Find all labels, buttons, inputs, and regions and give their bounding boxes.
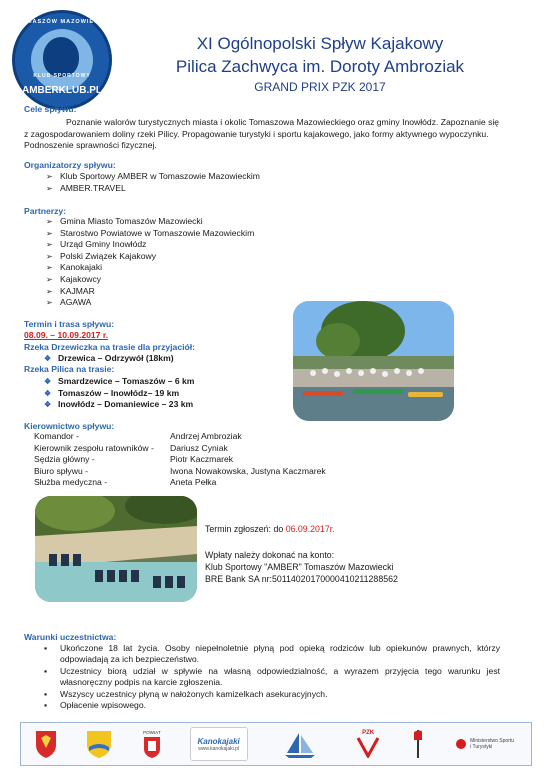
- list-item: ➢ AMBER.TRAVEL: [46, 182, 126, 193]
- staff-row: Komandor - Andrzej Ambroziak: [34, 431, 242, 441]
- drzewiczka-label: Rzeka Drzewiczka na trasie dla przyjaciół:: [24, 342, 195, 352]
- event-subtitle: Pilica Zachwyca im. Doroty Ambroziak: [175, 57, 465, 76]
- sailboat-logo: [272, 727, 328, 761]
- warunki-heading: Warunki uczestnictwa:: [24, 632, 117, 642]
- paddle-icon: [408, 727, 428, 761]
- list-item: ➢ Gmina Miasto Tomaszów Mazowiecki: [46, 216, 203, 226]
- route-item: ❖ Tomaszów – Inowłódz– 19 km: [44, 387, 180, 398]
- event-series: GRAND PRIX PZK 2017: [254, 80, 386, 94]
- powiat-logo: POWIAT: [139, 727, 165, 761]
- list-item: ▪ Ukończone 18 lat życia. Osoby niepełnoletnie płyną pod opieką rodziców lub opiekunów prawnych, którzy odpowiadają za ich bezpieczeństwo.: [44, 643, 500, 665]
- event-title: XI Ogólnopolski Spływ Kajakowy: [196, 34, 444, 53]
- square-bullet-icon: ▪: [44, 700, 48, 711]
- list-item: ➢ KAJMAR: [46, 285, 95, 296]
- arrow-bullet-icon: ➢: [46, 251, 53, 261]
- arrow-bullet-icon: ➢: [46, 274, 53, 284]
- list-item: ➢ Klub Sportowy AMBER w Tomaszowie Mazowieckim: [46, 171, 260, 181]
- registration-date: 06.09.2017r.: [285, 524, 335, 534]
- logo-upper-text: TOMASZÓW MAZOWIECKI: [17, 19, 107, 25]
- diamond-bullet-icon: ❖: [44, 377, 52, 386]
- square-bullet-icon: ▪: [44, 688, 48, 699]
- diamond-bullet-icon: ❖: [44, 354, 52, 363]
- arrow-bullet-icon: ➢: [46, 183, 53, 193]
- ministry-logo: Ministerstwo Sportu i Turystyki: [453, 727, 519, 761]
- organizatorzy-heading: Organizatorzy spływu:: [24, 160, 116, 170]
- list-item: ➢ Urząd Gminy Inowłódz: [46, 239, 147, 250]
- staff-table: [34, 431, 334, 489]
- logo-url-text: AMBERKLUB.PL: [22, 85, 102, 96]
- payment-info-label: Wpłaty należy dokonać na konto:: [205, 550, 335, 560]
- staff-row: Służba medyczna - Aneta Pełka: [34, 477, 217, 488]
- list-item: ➢ Starostwo Powiatowe w Tomaszowie Mazowieckim: [46, 227, 255, 238]
- cele-text-rest: z zagospodarowaniem doliny rzeki Pilicy. Propagowanie turystyki i sportu kajakowego, jako formy aktywnego wypoczynku. Podnoszenie sprawności fizycznej.: [24, 128, 489, 150]
- list-item: ➢ Kajakowcy: [46, 273, 102, 284]
- coat-of-arms-icon: [84, 727, 114, 761]
- pilica-route-list: [36, 376, 194, 411]
- trophies-photo: [35, 496, 197, 602]
- bank-account: BRE Bank SA nr:50114020170000410211288562: [205, 574, 398, 584]
- drzewiczka-route-list: [36, 353, 174, 365]
- arrow-bullet-icon: ➢: [46, 228, 53, 238]
- payment-club-name: Klub Sportowy "AMBER" Tomaszów Mazowiecki: [205, 562, 394, 572]
- sponsor-logos-bar: [20, 722, 532, 766]
- logo-kayaker-icon: [43, 37, 79, 77]
- square-bullet-icon: ▪: [44, 643, 48, 653]
- diamond-bullet-icon: ❖: [44, 388, 52, 398]
- coat-of-arms-icon: [33, 727, 59, 761]
- arrow-bullet-icon: ➢: [46, 263, 53, 273]
- list-item: ➢ Kanokajaki: [46, 262, 103, 273]
- list-item: ➢ Polski Związek Kajakowy: [46, 250, 156, 261]
- trophies-illustration: [35, 496, 197, 602]
- pilica-label: Rzeka Pilica na trasie:: [24, 364, 115, 374]
- square-bullet-icon: ▪: [44, 665, 48, 676]
- arrow-bullet-icon: ➢: [46, 172, 53, 181]
- termin-heading: Termin i trasa spływu:: [24, 319, 115, 329]
- cele-text-line1: Poznanie walorów turystycznych miasta i okolic Tomaszowa Mazowieckiego oraz gminy Inowłódz. Zapoznanie się: [66, 117, 500, 127]
- staff-row: Biuro spływu - Iwona Nowakowska, Justyna Kaczmarek: [34, 465, 326, 476]
- arrow-bullet-icon: ➢: [46, 240, 53, 250]
- list-item: ▪ Wszyscy uczestnicy płyną w nałożonych kamizelkach asekuracyjnych.: [44, 688, 328, 699]
- route-item: ❖ Drzewica – Odrzywół (18km): [44, 353, 174, 363]
- partnerzy-list: [38, 216, 254, 309]
- arrow-bullet-icon: ➢: [46, 217, 53, 226]
- organizatorzy-list: [38, 171, 260, 194]
- list-item: ▪ Uczestnicy biorą udział w spływie na własną odpowiedzialność, a wyrazem przyjęcia tego warunku jest własnoręczny podpis na karcie zgłoszenia.: [44, 665, 500, 688]
- warunki-list: [38, 643, 500, 711]
- arrow-bullet-icon: ➢: [46, 298, 53, 308]
- kierownictwo-heading: Kierownictwo spływu:: [24, 421, 115, 431]
- staff-row: Sędzia główny - Piotr Kaczmarek: [34, 454, 234, 465]
- kanokajaki-logo: Kanokajaki www.kanokajaki.pl: [190, 727, 248, 761]
- arrow-bullet-icon: ➢: [46, 286, 53, 296]
- amberklub-logo: [12, 10, 112, 110]
- pzk-logo: PZK: [353, 727, 383, 761]
- group-photo-illustration: [293, 301, 454, 421]
- diamond-bullet-icon: ❖: [44, 400, 52, 410]
- group-photo: [293, 301, 454, 421]
- event-dates: 08.09. – 10.09.2017 r.: [24, 330, 109, 340]
- staff-row: Kierownik zespołu ratowników - Dariusz Cyniak: [34, 442, 228, 453]
- registration-deadline: Termin zgłoszeń: do 06.09.2017r.: [205, 524, 335, 534]
- list-item: ➢ AGAWA: [46, 297, 92, 308]
- logo-club-text: KLUB SPORTOWY: [33, 73, 91, 79]
- route-item: ❖ Smardzewice – Tomaszów – 6 km: [44, 376, 195, 386]
- list-item: ▪ Opłacenie wpisowego.: [44, 700, 146, 711]
- partnerzy-heading: Partnerzy:: [24, 206, 67, 216]
- route-item: ❖ Inowłódz – Domaniewice – 23 km: [44, 399, 194, 410]
- cele-heading: Cele spływu:: [24, 104, 77, 114]
